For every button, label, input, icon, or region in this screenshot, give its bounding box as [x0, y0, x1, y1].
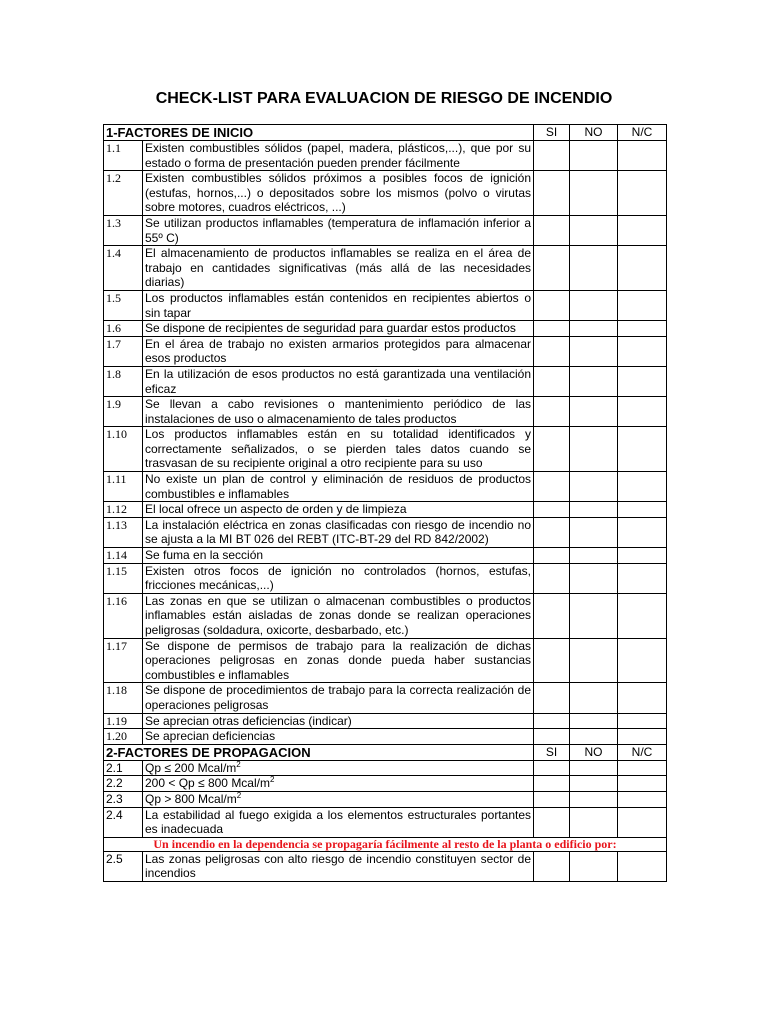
- item-text-content: Se fuma en la sección: [145, 548, 264, 563]
- item-text-content: El almacenamiento de productos inflamables se realiza en el área de trabajo en cantidades significativas (más allá de las necesidades diarias): [145, 246, 531, 290]
- checkbox-cell-no[interactable]: [570, 290, 618, 320]
- item-text-content: No existe un plan de control y eliminación de residuos de productos combustibles e inflamables: [145, 472, 531, 501]
- table-row: [104, 502, 667, 518]
- item-text: [143, 638, 534, 683]
- table-row: [104, 851, 667, 881]
- column-header-nc: N/C: [618, 125, 667, 141]
- checkbox-cell-nc[interactable]: [618, 171, 667, 216]
- item-text: [143, 366, 534, 396]
- table-row: [104, 729, 667, 745]
- section-title: 2-FACTORES DE PROPAGACION: [104, 744, 534, 760]
- checkbox-cell-no[interactable]: [570, 171, 618, 216]
- item-text: [143, 683, 534, 713]
- item-number: 1.9: [104, 397, 143, 427]
- checkbox-cell-nc[interactable]: [618, 593, 667, 638]
- item-number: 1.15: [104, 563, 143, 593]
- item-text-content: Se dispone de permisos de trabajo para la realización de dichas operaciones peligrosas en zonas donde pueda haber sustancias combustibles e inflamables: [145, 638, 531, 682]
- item-number: 2.1: [104, 760, 143, 776]
- item-number: 1.6: [104, 321, 143, 337]
- item-text-content: Se dispone de procedimientos de trabajo para la correcta realización de operaciones peligrosas: [145, 683, 531, 712]
- item-text-content: En el área de trabajo no existen armarios protegidos para almacenar esos productos: [145, 336, 531, 366]
- column-header-si: SI: [534, 125, 570, 141]
- checkbox-cell-no[interactable]: [570, 472, 618, 502]
- checkbox-cell-no[interactable]: [570, 336, 618, 366]
- item-number: 1.16: [104, 593, 143, 638]
- column-header-nc: N/C: [618, 744, 667, 760]
- checkbox-cell-no[interactable]: [570, 638, 618, 683]
- checkbox-cell-si[interactable]: [534, 791, 570, 807]
- item-text-content: Qp > 800 Mcal/m: [145, 791, 237, 806]
- checkbox-cell-no[interactable]: [570, 397, 618, 427]
- table-row: [104, 397, 667, 427]
- item-number: 1.1: [104, 141, 143, 171]
- checkbox-cell-si[interactable]: [534, 246, 570, 291]
- checkbox-cell-no[interactable]: [570, 776, 618, 792]
- checkbox-cell-nc[interactable]: [618, 807, 667, 837]
- checkbox-cell-nc[interactable]: [618, 246, 667, 291]
- checkbox-cell-no[interactable]: [570, 683, 618, 713]
- item-number: 1.12: [104, 502, 143, 518]
- table-row: [104, 807, 667, 837]
- item-number: 1.7: [104, 336, 143, 366]
- checkbox-cell-no[interactable]: [570, 517, 618, 547]
- checkbox-cell-si[interactable]: [534, 427, 570, 472]
- checkbox-cell-no[interactable]: [570, 246, 618, 291]
- table-row: [104, 290, 667, 320]
- checkbox-cell-si[interactable]: [534, 593, 570, 638]
- checkbox-cell-nc[interactable]: [618, 472, 667, 502]
- item-text: [143, 472, 534, 502]
- table-row: [104, 321, 667, 337]
- table-row: [104, 366, 667, 396]
- item-text: [143, 215, 534, 245]
- checkbox-cell-no[interactable]: [570, 321, 618, 337]
- item-text-content: 200 < Qp ≤ 800 Mcal/m: [145, 776, 270, 791]
- checkbox-cell-si[interactable]: [534, 397, 570, 427]
- item-text: [143, 548, 534, 564]
- column-header-si: SI: [534, 744, 570, 760]
- checkbox-cell-si[interactable]: [534, 502, 570, 518]
- item-text: [143, 321, 534, 337]
- section-header-inicio: [104, 125, 667, 141]
- checkbox-cell-nc[interactable]: [618, 290, 667, 320]
- checkbox-cell-si[interactable]: [534, 851, 570, 881]
- checkbox-cell-si[interactable]: [534, 171, 570, 216]
- checkbox-cell-si[interactable]: [534, 321, 570, 337]
- checkbox-cell-nc[interactable]: [618, 851, 667, 881]
- checkbox-cell-no[interactable]: [570, 729, 618, 745]
- item-text: [143, 141, 534, 171]
- table-row: [104, 215, 667, 245]
- checkbox-cell-nc[interactable]: [618, 563, 667, 593]
- item-text: [143, 171, 534, 216]
- section-header-propagacion: [104, 744, 667, 760]
- checkbox-cell-no[interactable]: [570, 141, 618, 171]
- checkbox-cell-si[interactable]: [534, 729, 570, 745]
- checkbox-cell-si[interactable]: [534, 472, 570, 502]
- item-number: 1.14: [104, 548, 143, 564]
- item-number: 1.3: [104, 215, 143, 245]
- checkbox-cell-si[interactable]: [534, 807, 570, 837]
- item-number: 1.10: [104, 427, 143, 472]
- checklist-table: [103, 124, 667, 882]
- checkbox-cell-si[interactable]: [534, 215, 570, 245]
- item-text-content: Se utilizan productos inflamables (temperatura de inflamación inferior a 55º C): [145, 215, 531, 245]
- item-superscript: 2: [236, 790, 242, 800]
- item-text: [143, 397, 534, 427]
- item-text: [143, 791, 534, 807]
- item-number: 1.17: [104, 638, 143, 683]
- checkbox-cell-no[interactable]: [570, 791, 618, 807]
- checkbox-cell-no[interactable]: [570, 851, 618, 881]
- checkbox-cell-si[interactable]: [534, 683, 570, 713]
- item-superscript: 2: [236, 759, 241, 769]
- item-text: [143, 851, 534, 881]
- checkbox-cell-si[interactable]: [534, 336, 570, 366]
- item-text-content: Las zonas en que se utilizan o almacenan combustibles o productos inflamables están aisladas de zonas donde se realizan operaciones peligrosas (soldadura, oxicorte, desbarbado, etc.): [145, 593, 531, 637]
- checkbox-cell-no[interactable]: [570, 427, 618, 472]
- item-text-content: Existen otros focos de ignición no controlados (hornos, estufas, fricciones mecánicas,...): [145, 563, 531, 593]
- item-number: 1.5: [104, 290, 143, 320]
- checkbox-cell-nc[interactable]: [618, 336, 667, 366]
- item-text-content: El local ofrece un aspecto de orden y de limpieza: [145, 502, 407, 517]
- item-number: 2.2: [104, 776, 143, 792]
- checkbox-cell-no[interactable]: [570, 366, 618, 396]
- checkbox-cell-nc[interactable]: [618, 215, 667, 245]
- item-text-content: La estabilidad al fuego exigida a los elementos estructurales portantes es inadecuada: [145, 807, 531, 837]
- checkbox-cell-nc[interactable]: [618, 517, 667, 547]
- checkbox-cell-si[interactable]: [534, 290, 570, 320]
- item-text-content: Existen combustibles sólidos próximos a posibles focos de ignición (estufas, hornos,...) o depositados sobre los mismos (polvo o virutas sobre motores, cuadros eléctricos, ...): [145, 171, 531, 215]
- table-row: [104, 791, 667, 807]
- propagation-note-row: [104, 837, 667, 851]
- checkbox-cell-no[interactable]: [570, 807, 618, 837]
- checkbox-cell-nc[interactable]: [618, 427, 667, 472]
- checkbox-cell-si[interactable]: [534, 776, 570, 792]
- item-text: [143, 502, 534, 518]
- item-text-content: Se dispone de recipientes de seguridad para guardar estos productos: [145, 321, 516, 336]
- table-row: [104, 638, 667, 683]
- checkbox-cell-si[interactable]: [534, 760, 570, 776]
- table-row: [104, 563, 667, 593]
- table-row: [104, 713, 667, 729]
- table-row: [104, 548, 667, 564]
- item-text-content: Los productos inflamables están contenidos en recipientes abiertos o sin tapar: [145, 290, 531, 320]
- column-header-no: NO: [570, 744, 618, 760]
- checkbox-cell-si[interactable]: [534, 141, 570, 171]
- item-text-content: Se llevan a cabo revisiones o mantenimiento periódico de las instalaciones de uso o almacenamiento de tales productos: [145, 397, 531, 426]
- checkbox-cell-nc[interactable]: [618, 548, 667, 564]
- item-text-content: Existen combustibles sólidos (papel, madera, plásticos,...), que por su estado o forma de presentación pueden prender fácilmente: [145, 141, 531, 170]
- item-text-content: Se aprecian deficiencias: [145, 729, 276, 744]
- item-text: [143, 517, 534, 547]
- item-number: 1.20: [104, 729, 143, 745]
- checkbox-cell-no[interactable]: [570, 563, 618, 593]
- table-row: [104, 760, 667, 776]
- item-text: [143, 776, 534, 792]
- item-text: [143, 807, 534, 837]
- item-superscript: 2: [269, 775, 275, 785]
- checkbox-cell-no[interactable]: [570, 502, 618, 518]
- item-text: [143, 593, 534, 638]
- checkbox-cell-nc[interactable]: [618, 502, 667, 518]
- item-number: 1.11: [104, 472, 143, 502]
- item-number: 1.2: [104, 171, 143, 216]
- item-text-content: Los productos inflamables están en su totalidad identificados y correctamente señalizados, o se pierden tales datos cuando se trasvasan de su recipiente original a otro recipiente para su uso: [145, 427, 531, 471]
- propagation-note: Un incendio en la dependencia se propagaría fácilmente al resto de la planta o edificio por:: [104, 837, 667, 851]
- checkbox-cell-no[interactable]: [570, 215, 618, 245]
- checkbox-cell-si[interactable]: [534, 517, 570, 547]
- checkbox-cell-nc[interactable]: [618, 760, 667, 776]
- item-text-content: En la utilización de esos productos no está garantizada una ventilación eficaz: [145, 366, 531, 396]
- table-row: [104, 171, 667, 216]
- item-number: 1.8: [104, 366, 143, 396]
- table-row: [104, 593, 667, 638]
- checkbox-cell-nc[interactable]: [618, 776, 667, 792]
- checkbox-cell-no[interactable]: [570, 548, 618, 564]
- page-title: CHECK-LIST PARA EVALUACION DE RIESGO DE INCENDIO: [155, 90, 613, 107]
- checkbox-cell-nc[interactable]: [618, 791, 667, 807]
- item-text: [143, 336, 534, 366]
- table-row: [104, 683, 667, 713]
- checkbox-cell-nc[interactable]: [618, 141, 667, 171]
- table-row: [104, 427, 667, 472]
- item-text: [143, 729, 534, 745]
- checkbox-cell-nc[interactable]: [618, 321, 667, 337]
- table-row: [104, 141, 667, 171]
- table-row: [104, 517, 667, 547]
- item-text-content: Se aprecian otras deficiencias (indicar): [145, 713, 352, 728]
- item-text: [143, 563, 534, 593]
- table-row: [104, 246, 667, 291]
- item-number: 1.4: [104, 246, 143, 291]
- checkbox-cell-si[interactable]: [534, 563, 570, 593]
- table-row: [104, 336, 667, 366]
- item-text-content: La instalación eléctrica en zonas clasificadas con riesgo de incendio no se ajusta a la MI BT 026 del REBT (ITC-BT-29 del RD 842/2002): [145, 517, 531, 547]
- checklist-body: [104, 125, 667, 882]
- checkbox-cell-si[interactable]: [534, 548, 570, 564]
- item-number: 1.19: [104, 713, 143, 729]
- item-number: 2.4: [104, 807, 143, 837]
- checkbox-cell-no[interactable]: [570, 760, 618, 776]
- checkbox-cell-si[interactable]: [534, 366, 570, 396]
- checkbox-cell-nc[interactable]: [618, 638, 667, 683]
- item-text: [143, 760, 534, 776]
- section-title: 1-FACTORES DE INICIO: [104, 125, 534, 141]
- checkbox-cell-no[interactable]: [570, 713, 618, 729]
- item-text-content: Qp ≤ 200 Mcal/m: [145, 760, 237, 775]
- table-row: [104, 472, 667, 502]
- checkbox-cell-nc[interactable]: [618, 713, 667, 729]
- item-text: [143, 427, 534, 472]
- item-number: 2.5: [104, 851, 143, 881]
- item-text: [143, 290, 534, 320]
- item-text-content: Las zonas peligrosas con alto riesgo de incendio constituyen sector de incendios: [145, 851, 531, 881]
- checkbox-cell-nc[interactable]: [618, 397, 667, 427]
- checkbox-cell-no[interactable]: [570, 593, 618, 638]
- item-number: 1.18: [104, 683, 143, 713]
- column-header-no: NO: [570, 125, 618, 141]
- checkbox-cell-nc[interactable]: [618, 683, 667, 713]
- item-text: [143, 713, 534, 729]
- item-number: 2.3: [104, 791, 143, 807]
- checkbox-cell-si[interactable]: [534, 713, 570, 729]
- item-text: [143, 246, 534, 291]
- item-number: 1.13: [104, 517, 143, 547]
- checkbox-cell-si[interactable]: [534, 638, 570, 683]
- checkbox-cell-nc[interactable]: [618, 366, 667, 396]
- checkbox-cell-nc[interactable]: [618, 729, 667, 745]
- table-row: [104, 776, 667, 792]
